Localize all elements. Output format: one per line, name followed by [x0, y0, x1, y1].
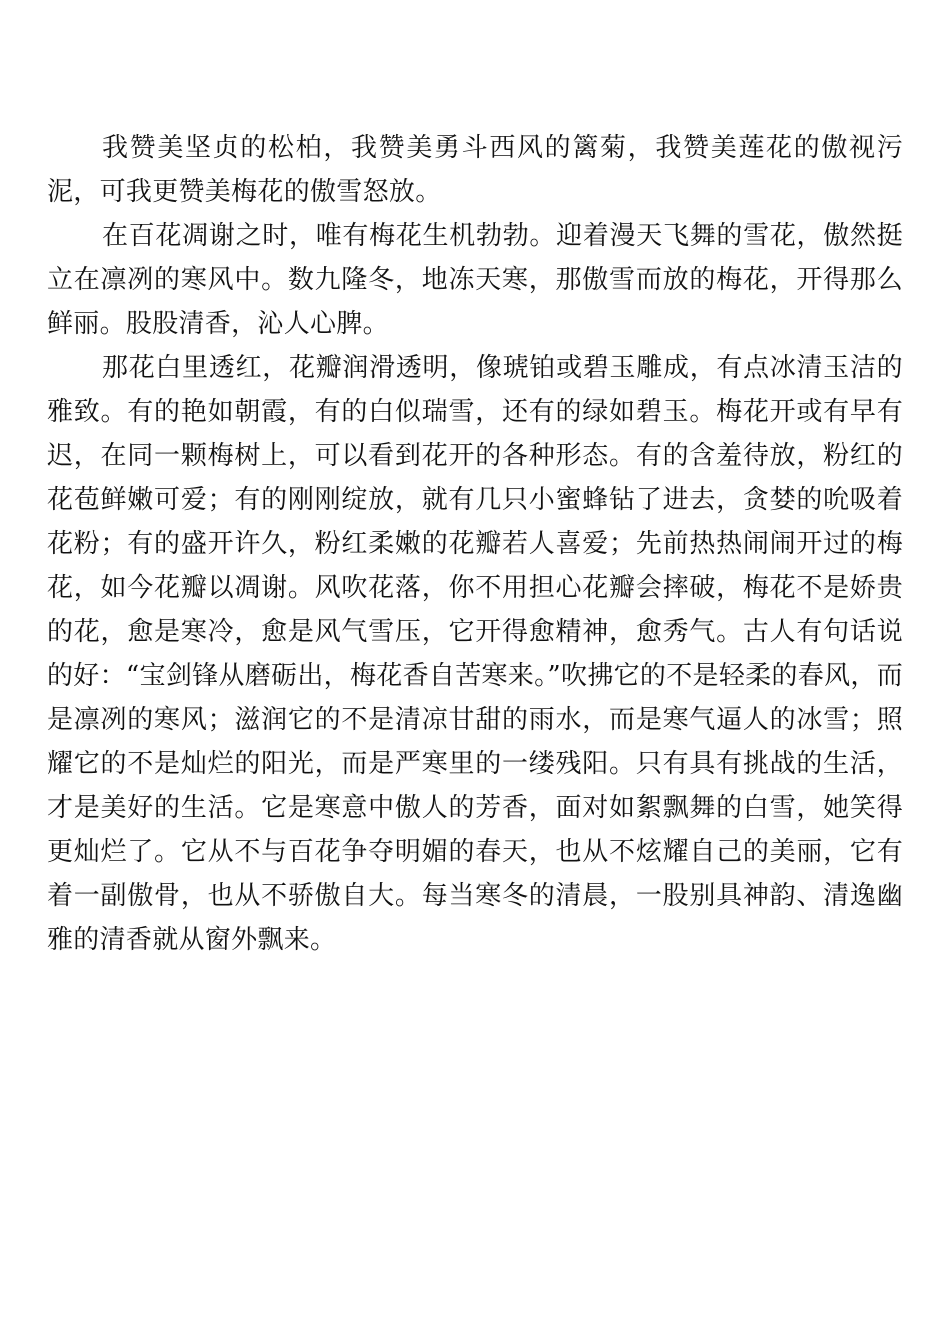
paragraph-3: 那花白里透红，花瓣润滑透明，像琥铂或碧玉雕成，有点冰清玉洁的雅致。有的艳如朝霞，有的白似瑞雪，还有的绿如碧玉。梅花开或有早有迟，在同一颗梅树上，可以看到花开的各种形态。有的含羞待放，粉红的花苞鲜嫩可爱；有的刚刚绽放，就有几只小蜜蜂钻了进去，贪婪的吮吸着花粉；有的盛开许久，粉红柔嫩的花瓣若人喜爱；先前热热闹闹开过的梅花，如今花瓣以凋谢。风吹花落，你不用担心花瓣会摔破，梅花不是娇贵的花，愈是寒冷，愈是风气雪压，它开得愈精神，愈秀气。古人有句话说的好：“宝剑锋从磨砺出，梅花香自苦寒来。”吹拂它的不是轻柔的春风，而是凛冽的寒风；滋润它的不是清凉甘甜的雨水，而是寒气逼人的冰雪；照耀它的不是灿烂的阳光，而是严寒里的一缕残阳。只有具有挑战的生活，才是美好的生活。它是寒意中傲人的芳香，面对如絮飘舞的白雪，她笑得更灿烂了。它从不与百花争夺明媚的春天，也从不炫耀自己的美丽，它有着一副傲骨，也从不骄傲自大。每当寒冬的清晨，一股别具神韵、清逸幽雅的清香就从窗外飘来。	[47, 353, 903, 955]
paragraph-1: 我赞美坚贞的松柏，我赞美勇斗西风的篱菊，我赞美莲花的傲视污泥，可我更赞美梅花的傲雪怒放。	[47, 133, 903, 207]
paragraph-2: 在百花凋谢之时，唯有梅花生机勃勃。迎着漫天飞舞的雪花，傲然挺立在凛冽的寒风中。数九隆冬，地冻天寒，那傲雪而放的梅花，开得那么鲜丽。股股清香，沁人心脾。	[47, 221, 903, 339]
document-body	[47, 126, 903, 962]
